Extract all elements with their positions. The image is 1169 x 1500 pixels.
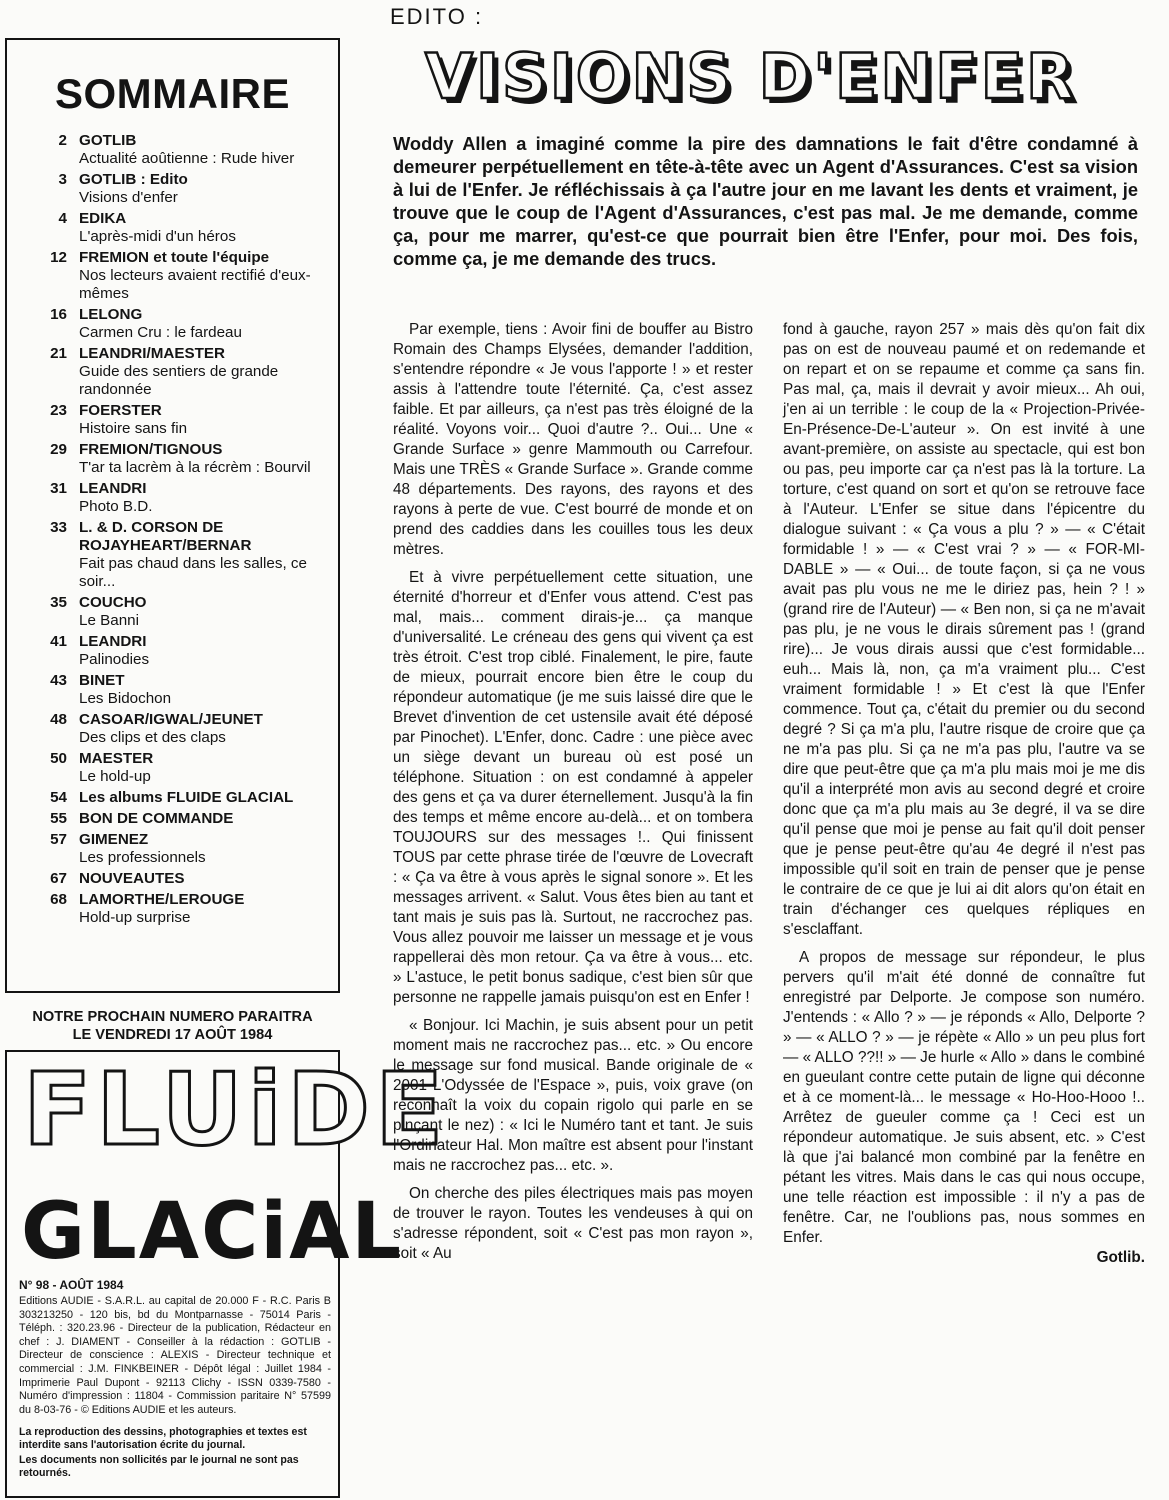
masthead: [5, 1050, 449, 1498]
toc-author: FREMION/TIGNOUS: [79, 441, 223, 458]
toc-author: EDIKA: [79, 210, 127, 227]
toc-description: T'ar ta lacrèm à la récrèm : Bourvil: [79, 459, 311, 476]
toc-description: Carmen Cru : le fardeau: [79, 324, 242, 341]
toc-page-number: 50: [50, 750, 67, 767]
toc-description: Des clips et des claps: [79, 729, 226, 746]
toc-description: Nos lecteurs avaient rectifié d'eux-mêmes: [79, 267, 311, 302]
toc-description: Les professionnels: [79, 849, 206, 866]
article-paragraph: Par exemple, tiens : Avoir fini de bouffer au Bistro Romain des Champs Elysées, demander l'addition, s'entendre répondre « Je vous l'apporte ! » et rester assis à l'attendre toute l'éternité. Ça, c'est assez faible. Et par ailleurs, ça n'est pas très éloigné de la réalité. Voyons voir... Quoi d'autre ?.. Oui... Une « Grande Surface » genre Mammouth ou Carrefour. Mais une TRÈS « Grande Surface ». Grande comme 48 départements. Des rayons, des rayons et des rayons à perte de vue. C'est bourré de monde et on prend des caddies dans les couilles tous les deux mètres.: [393, 321, 753, 558]
toc-item: [7, 210, 338, 246]
toc-item: [7, 519, 338, 591]
toc-description: Guide des sentiers de grande randonnée: [79, 363, 279, 398]
toc-item: [7, 633, 338, 669]
article-paragraph: A propos de message sur répondeur, le plus pervers qu'il m'ait été donné de connaître fut enregistré par Delporte. Je compose son numéro. J'entends : « Allo ? » — je réponds « Allo, Delporte ? » — « ALLO ? » — je répète « Allo » un peu plus fort — « ALLO ??!! » — Je hurle « Allo » dans le combiné en gueulant contre cette putain de ligne qui déconne et à ce moment-là... le message « Ho-Hoo-Hooo !.. Arrêtez de gueuler comme ça ! Ceci est un répondeur automatique. Je suis absent, etc. » C'est là que j'ai balancé mon combiné par la fenêtre en pétant les vitres. Mais dans le cas qui nous occupe, une telle réaction est impossible : il n'y a pas de fenêtre. Car, ne l'oublions pas, nous sommes en Enfer.: [783, 949, 1145, 1246]
toc-item: [7, 594, 338, 630]
issue-number: N° 98 - AOÛT 1984: [19, 1278, 124, 1292]
toc-page-number: 12: [50, 249, 67, 266]
toc-page-number: 43: [50, 672, 67, 689]
toc-author: FREMION et toute l'équipe: [79, 249, 270, 266]
toc-author: GOTLIB: [79, 132, 137, 149]
toc-item: [7, 891, 338, 927]
toc-item: [7, 789, 338, 807]
article-paragraph: Et à vivre perpétuellement cette situation, une éternité d'horreur et d'Enfer vous attend. C'est pas mal, mais... comment dirais-je... ça manque d'universalité. Le créneau des gens qui vivent ça est très étroit. C'est trop ciblé. Finalement, le pire, faute de mieux, pourrait encore bien être le coup du répondeur automatique (je me suis laissé dire que le Brevet d'invention de cet ustensile avait été déposé par Pinochet). L'Enfer, donc. Cadre : une pièce avec un siège devant un bureau où est posé un téléphone. Situation : on est condamné à appeler des gens et ça va durer éternellement. Jusqu'à la fin des temps et même encore au-delà... et on tombera TOUJOURS sur des messages !.. Qui finissent TOUS par cette phrase tirée de l'œuvre de Lovecraft : « Ça va être à vous après le signal sonore ». Et les messages arrivent. « Salut. Vous êtes bien au tant et tant mais je suis pas là. Surtout, ne raccrochez pas. Vous allez pouvoir me laisser un message et je vous rappellerai dès mon retour. Ça va être à vous... etc. » L'astuce, le petit bonus sadique, c'est bien sûr que personne ne rappelle jamais puisqu'on est en Enfer !: [393, 569, 753, 1006]
sommaire-title: SOMMAIRE: [55, 70, 290, 117]
toc-author: L. & D. CORSON DE ROJAYHEART/BERNAR: [79, 519, 252, 554]
next-issue-line-2: LE VENDREDI 17 AOÛT 1984: [72, 1027, 273, 1043]
toc-author: CASOAR/IGWAL/JEUNET: [79, 711, 263, 728]
article-column-2: [783, 320, 1145, 1268]
edito-label: EDITO :: [390, 4, 484, 29]
toc-page-number: 31: [50, 480, 67, 497]
next-issue-notice: [5, 1008, 340, 1044]
toc-author: GOTLIB : Edito: [79, 171, 188, 188]
toc-description: Palinodies: [79, 651, 150, 668]
toc-page-number: 57: [50, 831, 67, 848]
toc-page-number: 35: [50, 594, 67, 611]
toc-page-number: 41: [50, 633, 67, 650]
toc-author: Les albums FLUIDE GLACIAL: [79, 789, 294, 806]
next-issue-line-1: NOTRE PROCHAIN NUMERO PARAITRA: [32, 1009, 313, 1025]
toc-page-number: 2: [58, 132, 67, 149]
legal-notice-reproduction: La reproduction des dessins, photographies et textes est interdite sans l'autorisation écrite du journal.: [19, 1426, 307, 1451]
toc-description: Visions d'enfer: [79, 189, 178, 206]
edito-intro: Woddy Allen a imaginé comme la pire des damnations le fait d'être condamné à demeurer perpétuellement en tête-à-tête avec un Agent d'Assurances. C'est sa vision à lui de l'Enfer. Je réfléchissais à ça l'autre jour en me lavant les dents et vraiment, je trouve que le coup de l'Agent d'Assurances, c'est pas mal. Je me demande, comme ça, pour me marrer, qu'est-ce que pourrait bien être l'Enfer, pour moi. Des fois, comme ça, je me demande des trucs.: [393, 133, 1138, 269]
toc-page-number: 4: [58, 210, 67, 227]
toc-description: Histoire sans fin: [79, 420, 188, 437]
toc-description: Actualité aoûtienne : Rude hiver: [79, 150, 295, 167]
toc-item: [7, 306, 338, 342]
toc-item: [7, 831, 338, 867]
toc-item: [7, 810, 338, 828]
publisher-info: Editions AUDIE - S.A.R.L. au capital de 20.000 F - R.C. Paris B 303213250 - 120 bis, bd du Montparnasse - 75014 Paris - Téléph. : 320.23.96 - Directeur de la publication, Rédacteur en chef : J. DIAMENT - Conseiller à la rédaction : GOTLIB - Directeur de conscience : ALEXIS - Directeur technique et commercial : J.M. FINKBEINER - Dépôt légal : Juillet 1984 - Imprimerie Paul Dupont - 92113 Clichy - ISSN 0339-7580 - Numéro d'impression : 11804 - Commission paritaire N° 57599 du 8-03-76 - © Editions AUDIE et les auteurs.: [19, 1295, 331, 1416]
toc-description: Le Banni: [79, 612, 139, 629]
toc-item: [7, 402, 338, 438]
toc-author: NOUVEAUTES: [79, 870, 185, 887]
logo-fluide: FLUiDE: [23, 1051, 449, 1168]
toc-description: Le hold-up: [79, 768, 151, 785]
article-column-1: [393, 320, 753, 1272]
toc-author: LAMORTHE/LEROUGE: [79, 891, 245, 908]
toc-item: [7, 441, 338, 477]
toc-item: [7, 870, 338, 888]
toc-page-number: 23: [50, 402, 67, 419]
logo-glacial: GLACiAL: [21, 1187, 404, 1277]
toc-description: Hold-up surprise: [79, 909, 191, 926]
toc-page-number: 54: [50, 789, 67, 806]
toc-author: LEANDRI/MAESTER: [79, 345, 225, 362]
toc-description: L'après-midi d'un héros: [79, 228, 236, 245]
toc-item: [7, 711, 338, 747]
toc-item: [7, 672, 338, 708]
toc-author: BINET: [79, 672, 125, 689]
article-paragraph: « Bonjour. Ici Machin, je suis absent pour un petit moment mais ne raccrochez pas... etc. » Ou encore le message sur fond musical. Bande originale de « 2001 L'Odyssée de l'Espace », puis, voix grave (on reconnaît la voix du copain rigolo qui parle en se pinçant le nez) : « Ici le Numéro tant et tant. Je suis l'Ordinateur Hal. Mon maître est absent pour l'instant mais ne raccrochez pas... etc. ».: [393, 1017, 753, 1174]
toc-author: COUCHO: [79, 594, 147, 611]
toc-page-number: 48: [50, 711, 67, 728]
toc-description: Les Bidochon: [79, 690, 172, 707]
toc-item: [7, 171, 338, 207]
sommaire-box: [5, 38, 340, 993]
legal-notice-documents: Les documents non sollicités par le journal ne sont pas retournés.: [19, 1454, 299, 1479]
toc-item: [7, 132, 338, 168]
article-paragraph: fond à gauche, rayon 257 » mais dès qu'on fait dix pas on est de nouveau paumé et on redemande et on repart et on se repaume et comme ça sans fin. Pas mal, ça, mais il devrait y avoir mieux... Ah oui, j'en ai un terrible : le coup de la « Projection-Privée-En-Présence-De-L'auteur ». On est invité à une avant-première, on assiste au spectacle, qui est bon ou pas, peu importe car ça n'est pas là la torture. La torture, c'est quand on sort et qu'on se retrouve face à l'Auteur. L'Enfer se situe dans l'épicentre du dialogue suivant : « Ça vous a plu ? » — « C'était formidable ! » — « C'est vrai ? » — « FOR-MI-DABLE » — « Oui... de toute façon, si ça ne vous avait pas plu vous ne me le diriez pas, hein ? ! » (grand rire de l'Auteur) — « Ben non, si ça ne m'avait pas plu, je ne vous le dirais sûrement pas ! (grand rire)... Je vous dirais aussi que c'est formidable... euh... Mais là, non, ça m'a vraiment plu... C'est vraiment formidable ! » Et c'est là que l'Enfer commence. Tout ça, c'était du premier ou du second degré ? Si ça m'a plu, l'autre risque de croire que ça ne m'a pas plu. Si ça ne m'a pas plu, l'autre va se dire que peut-être que ça m'a plu mais moi je me dis qu'il a interprété mon avis au second degré et croire donc que ça m'a plu mais au 3e degré, il va se dire qu'il pense que moi je pense au fait qu'il doit penser que je pense peut-être qu'au 4e degré il n'est pas impossible qu'il soit en train de penser que je pense le contraire de ce que je lui ai dit alors qu'on était en train d'échanger ces quelques répliques en s'esclaffant.: [783, 321, 1145, 938]
toc-page-number: 29: [50, 441, 67, 458]
author-signature: Gotlib.: [1096, 1249, 1145, 1266]
toc-author: FOERSTER: [79, 402, 162, 419]
edito-title: VISIONS D'ENFER: [425, 40, 1077, 113]
toc-page-number: 21: [50, 345, 67, 362]
toc-author: LEANDRI: [79, 633, 147, 650]
toc-item: [7, 345, 338, 399]
toc-page-number: 67: [50, 870, 67, 887]
toc-page-number: 3: [58, 171, 67, 188]
toc-author: GIMENEZ: [79, 831, 149, 848]
toc-author: LELONG: [79, 306, 143, 323]
toc-item: [7, 750, 338, 786]
toc-author: MAESTER: [79, 750, 154, 767]
toc-page-number: 16: [50, 306, 67, 323]
toc-item: [7, 249, 338, 303]
toc-page-number: 68: [50, 891, 67, 908]
article-paragraph: On cherche des piles électriques mais pas moyen de trouver le rayon. Toutes les vendeuses à qui on s'adresse répondent, soit « C'est pas mon rayon », soit « Au: [393, 1185, 753, 1262]
toc-page-number: 55: [50, 810, 67, 827]
toc-description: Fait pas chaud dans les salles, ce soir...: [79, 555, 307, 590]
toc-item: [7, 480, 338, 516]
table-of-contents: [7, 132, 338, 927]
toc-author: LEANDRI: [79, 480, 147, 497]
toc-description: Photo B.D.: [79, 498, 153, 515]
toc-page-number: 33: [50, 519, 67, 536]
toc-author: BON DE COMMANDE: [79, 810, 234, 827]
